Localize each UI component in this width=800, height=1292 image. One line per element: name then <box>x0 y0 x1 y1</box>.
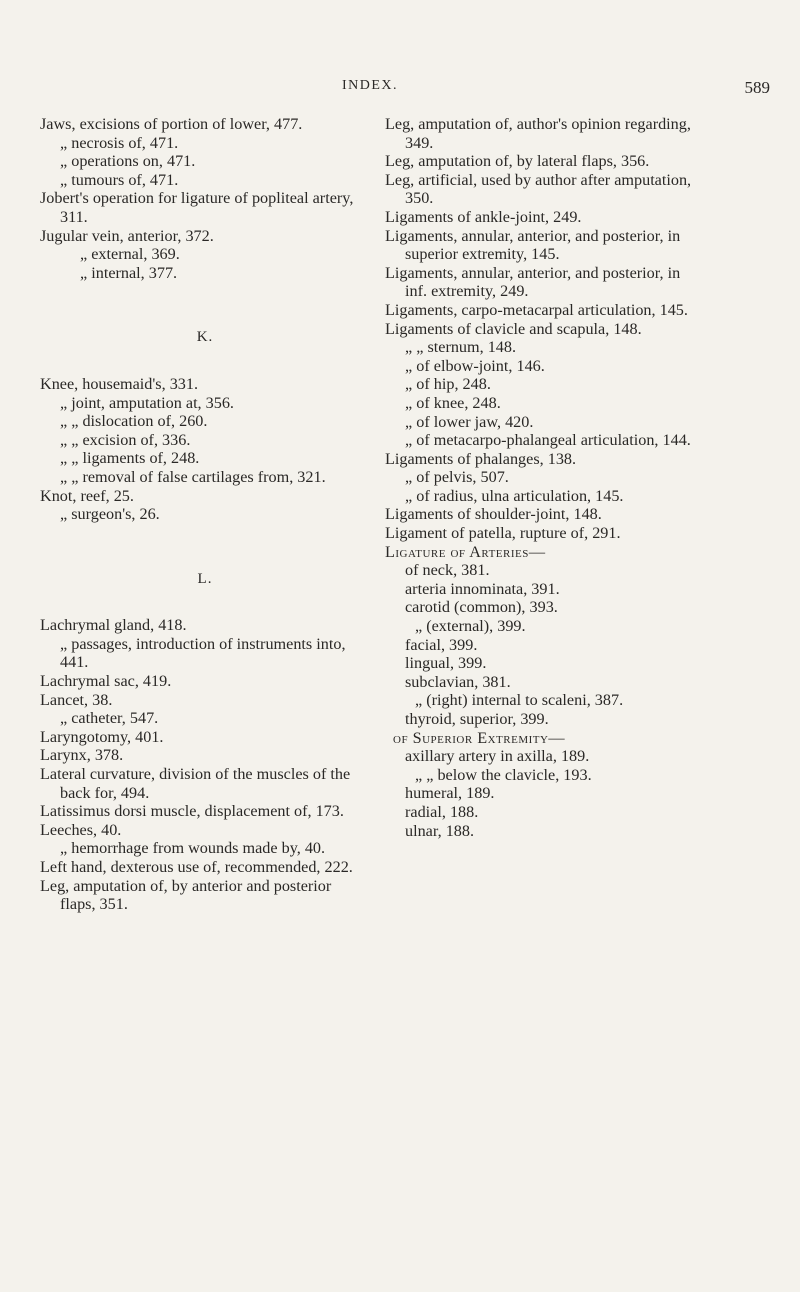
index-entry: Leg, amputation of, by lateral flaps, 356. <box>385 152 650 171</box>
index-entry: Leg, artificial, used by author after amputation, 350. <box>385 170 692 208</box>
index-subentry: „ „ ligaments of, 248. <box>60 449 200 468</box>
index-subentry: thyroid, superior, 399. <box>405 710 549 728</box>
index-entry: Ligaments of clavicle and scapula, 148. <box>385 319 642 338</box>
index-entry: Ligaments, annular, anterior, and posterior, in inf. extremity, 249. <box>385 263 681 301</box>
superior-extremity-heading: of Superior Extremity— <box>393 728 566 747</box>
index-subentry: humeral, 189. <box>405 784 495 803</box>
index-entry: Lachrymal gland, 418. <box>40 616 187 635</box>
index-subentry: „ operations on, 471. <box>60 152 196 171</box>
index-entry: Leeches, 40. <box>40 820 122 839</box>
ligature-heading: Ligature of Arteries— <box>385 542 546 561</box>
index-entry: Laryngotomy, 401. <box>40 727 164 746</box>
index-subentry: „ catheter, 547. <box>60 709 159 728</box>
index-entry: Left hand, dexterous use of, recommended, 222. <box>40 858 353 876</box>
index-subentry: „ „ sternum, 148. <box>405 338 517 357</box>
index-entry: Lancet, 38. <box>40 690 113 709</box>
page-header <box>0 78 800 102</box>
index-subentry: „ surgeon's, 26. <box>60 505 160 524</box>
section-letter-k: K. <box>196 329 214 346</box>
index-subentry: „ necrosis of, 471. <box>60 133 179 152</box>
index-entry: Knot, reef, 25. <box>40 486 134 505</box>
index-entry: Knee, housemaid's, 331. <box>40 374 199 393</box>
index-subentry: „ of elbow-joint, 146. <box>405 356 545 375</box>
index-entry: Jugular vein, anterior, 372. <box>40 226 214 245</box>
index-entry: Ligaments of phalanges, 138. <box>385 449 577 468</box>
index-entry: Jobert's operation for ligature of popliteal artery, 311. <box>40 189 354 226</box>
index-subentry: ulnar, 188. <box>405 821 475 840</box>
index-subentry: „ „ removal of false cartilages from, 321. <box>60 467 326 486</box>
index-subentry: „ internal, 377. <box>80 263 178 282</box>
index-subentry: axillary artery in axilla, 189. <box>405 747 590 766</box>
running-title: INDEX. <box>342 78 399 93</box>
section-letter-l: L. <box>197 570 213 587</box>
index-entry: Lateral curvature, division of the muscles of the back for, 494. <box>40 765 351 802</box>
index-subentry: „ (right) internal to scaleni, 387. <box>415 691 624 710</box>
index-entry: Leg, amputation of, author's opinion regarding, 349. <box>385 115 691 152</box>
index-subentry: „ joint, amputation at, 356. <box>60 393 234 412</box>
index-subentry: „ „ excision of, 336. <box>60 430 191 449</box>
index-subentry: „ (external), 399. <box>415 617 526 636</box>
index-subentry: „ passages, introduction of instruments into, 441. <box>60 634 346 672</box>
index-subentry: „ external, 369. <box>80 245 180 264</box>
index-subentry: lingual, 399. <box>405 654 487 673</box>
index-subentry: of neck, 381. <box>405 561 490 580</box>
index-subentry: radial, 188. <box>405 802 479 821</box>
index-subentry: arteria innominata, 391. <box>405 579 560 598</box>
index-subentry: „ „ below the clavicle, 193. <box>415 765 592 784</box>
index-entry: Ligaments, carpo-metacarpal articulation, 145. <box>385 300 688 319</box>
index-entry: Jaws, excisions of portion of lower, 477. <box>40 115 303 133</box>
index-subentry: „ of knee, 248. <box>405 393 501 412</box>
index-entry: Larynx, 378. <box>40 746 124 765</box>
index-entry: Ligaments, annular, anterior, and posterior, in superior extremity, 145. <box>385 226 681 264</box>
index-subentry: „ tumours of, 471. <box>60 170 179 189</box>
index-subentry: „ of metacarpo-phalangeal articulation, 144. <box>405 431 691 450</box>
index-subentry: „ „ dislocation of, 260. <box>60 412 208 431</box>
index-subentry: „ of radius, ulna articulation, 145. <box>405 486 624 505</box>
index-entry: Lachrymal sac, 419. <box>40 672 172 691</box>
right-column <box>385 115 705 840</box>
index-entry: Ligament of patella, rupture of, 291. <box>385 524 621 543</box>
index-subentry: carotid (common), 393. <box>405 598 558 617</box>
index-subentry: „ hemorrhage from wounds made by, 40. <box>60 839 326 858</box>
index-subentry: facial, 399. <box>405 635 478 654</box>
index-subentry: subclavian, 381. <box>405 672 511 691</box>
page-number: 589 <box>744 78 770 97</box>
index-entry: Latissimus dorsi muscle, displacement of, 173. <box>40 802 344 821</box>
index-entry: Ligaments of ankle-joint, 249. <box>385 207 582 226</box>
index-subentry: „ of hip, 248. <box>405 375 491 394</box>
left-column <box>40 115 370 914</box>
index-entry: Ligaments of shoulder-joint, 148. <box>385 505 602 524</box>
index-subentry: „ of lower jaw, 420. <box>405 412 534 431</box>
index-entry: Leg, amputation of, by anterior and posterior flaps, 351. <box>40 876 332 914</box>
index-subentry: „ of pelvis, 507. <box>405 468 509 487</box>
